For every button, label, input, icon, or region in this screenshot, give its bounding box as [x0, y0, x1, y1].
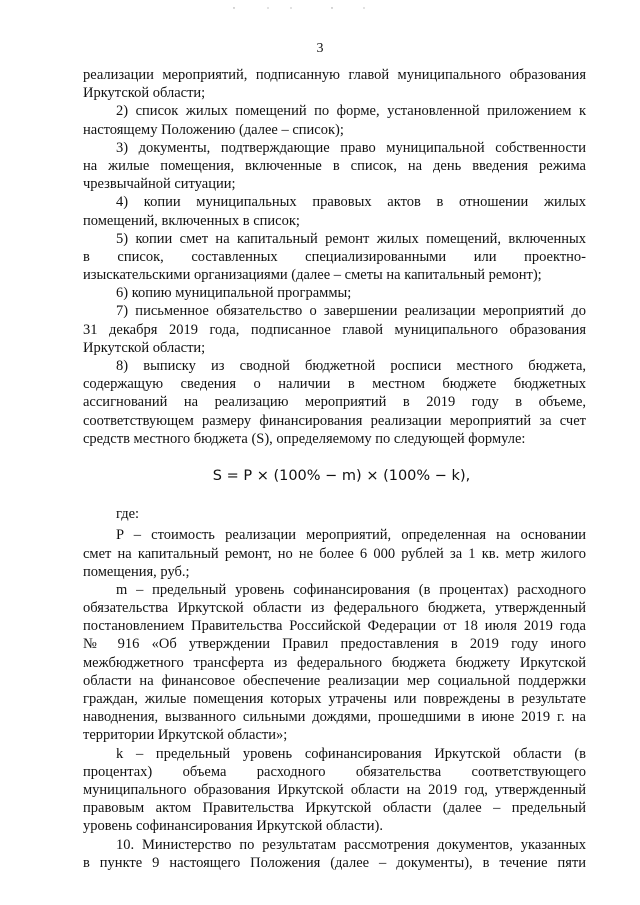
body-line: территории Иркутской области»; [83, 727, 288, 744]
list-item-3: 3) документы, подтверждающие право муниципальной собственности [116, 139, 586, 156]
list-item-5: 5) копии смет на капитальный ремонт жилых помещений, включенных [116, 230, 586, 247]
body-line: наводнения, вызванного сильными дождями, прошедшими в июне 2019 г. на [83, 709, 586, 726]
body-line: в пункте 9 настоящего Положения (далее – документы), в течение пяти [83, 854, 586, 871]
body-line: на жилые помещения, включенные в список, на день введения режима [83, 157, 586, 174]
list-item-7: 7) письменное обязательство о завершении реализации мероприятий до [116, 303, 586, 320]
list-item-4: 4) копии муниципальных правовых актов в отношении жилых [116, 194, 586, 211]
definition-k: k – предельный уровень софинансирования Иркутской области (в [116, 745, 586, 762]
body-line: обязательства Иркутской области из федерального бюджета, утвержденный [83, 600, 586, 617]
body-line: реализации мероприятий, подписанную главой муниципального образования [83, 67, 586, 83]
page-number: 3 [316, 41, 324, 56]
body-line: смет на капитальный ремонт, но не более 6 000 рублей за 1 кв. метр жилого [83, 545, 586, 562]
body-line: соответствующем размеру финансирования реализации мероприятий за счет [83, 412, 586, 429]
body-line: 31 декабря 2019 года, подписанное главой муниципального образования [83, 321, 586, 338]
list-item-2: 2) список жилых помещений по форме, установленной приложением к [116, 103, 586, 120]
body-line: помещений, включенных в список; [83, 212, 300, 229]
scan-artifact-dots [230, 6, 370, 10]
body-line: № 916 «Об утверждении Правил предоставления в 2019 году иного [83, 636, 586, 653]
body-line: изыскательскими организациями (далее – сметы на капитальный ремонт); [83, 267, 542, 284]
paragraph-10: 10. Министерство по результатам рассмотрения документов, указанных [116, 836, 586, 853]
body-line: уровень софинансирования Иркутской области). [83, 818, 383, 835]
formula: S = P × (100% − m) × (100% − k), [212, 467, 471, 484]
where-label: где: [116, 506, 140, 523]
body-line: чрезвычайной ситуации; [83, 176, 236, 193]
body-line: правовым актом Правительства Иркутской области (далее – предельный [83, 800, 586, 817]
body-line: граждан, жилые помещения которых утрачены или повреждены в результате [83, 691, 586, 707]
body-line: межбюджетного трансферта из федерального бюджета бюджету Иркутской [83, 654, 586, 671]
body-line: муниципального образования Иркутской области на 2019 год, утвержденный [83, 781, 586, 798]
list-item-8: 8) выписку из сводной бюджетной росписи местного бюджета, [116, 358, 586, 374]
body-line: помещения, руб.; [83, 563, 190, 580]
body-line: настоящему Положению (далее – список); [83, 121, 344, 138]
body-line: Иркутской области; [83, 85, 206, 102]
body-line: ассигнований на реализацию мероприятий в 2019 году в объеме, [83, 394, 586, 411]
body-line: процентах) объема расходного обязательства соответствующего [83, 763, 586, 780]
body-line: области на финансовое обеспечение реализации мер социальной поддержки [83, 672, 586, 689]
definition-p: P – стоимость реализации мероприятий, определенная на основании [116, 527, 586, 544]
list-item-6: 6) копию муниципальной программы; [116, 285, 352, 302]
definition-m: m – предельный уровень софинансирования (в процентах) расходного [116, 581, 586, 598]
document-body [83, 66, 586, 872]
body-line: содержащую сведения о наличии в местном бюджете бюджетных [83, 376, 586, 393]
body-line: постановлением Правительства Российской Федерации от 18 июля 2019 года [83, 618, 586, 635]
body-line: в список, составленных специализированными или проектно- [83, 248, 586, 265]
body-line: средств местного бюджета (S), определяемому по следующей формуле: [83, 430, 526, 447]
body-line: Иркутской области; [83, 339, 206, 356]
